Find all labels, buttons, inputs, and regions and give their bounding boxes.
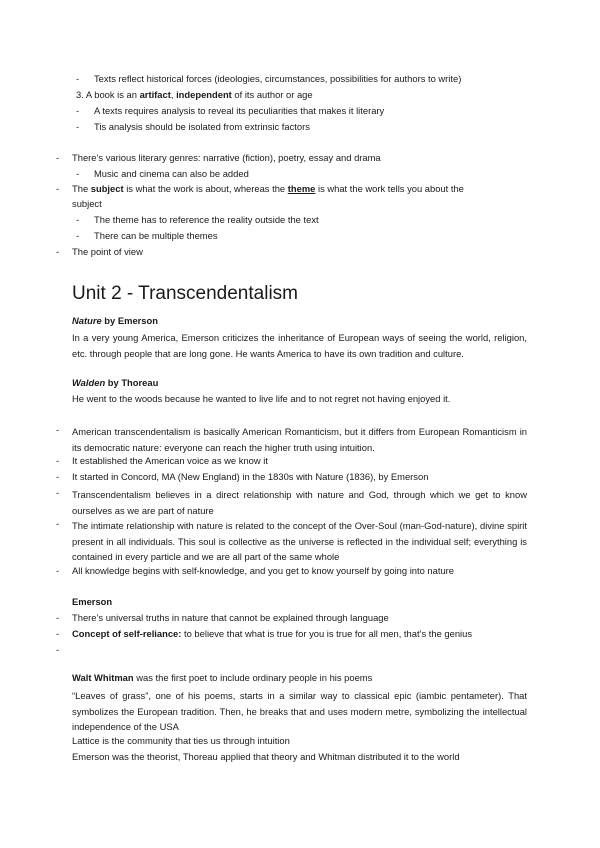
text-run: to believe that what is true for you is true for all men, that’s the genius (181, 628, 473, 639)
text-run: is what the work is about, whereas the (123, 183, 288, 194)
text-run: is what the work tells you about the (315, 183, 464, 194)
paragraph: “Leaves of grass”, one of his poems, starts in a similar way to classical epic (iambic pentameter). That symbolizes the European tradition. Then, he breaks that and uses modern metre, symbolizing the intellectual independence of the USA (72, 690, 527, 732)
list-dash: - (76, 214, 80, 225)
bold-term: subject (90, 183, 124, 194)
underlined-term: theme (287, 183, 316, 194)
text-run: The (72, 183, 91, 194)
book-title: Walden (72, 377, 106, 388)
list-dash: - (76, 105, 80, 116)
list-item: Texts reflect historical forces (ideologies, circumstances, possibilities for authors to write) (94, 73, 462, 84)
bold-term: Concept of self-reliance: (72, 628, 182, 639)
list-item: It established the American voice as we know it (72, 455, 268, 466)
list-item: It started in Concord, MA (New England) in the 1830s with Nature (1836), by Emerson (72, 471, 429, 482)
list-item (72, 628, 472, 640)
list-dash: - (56, 487, 60, 498)
paragraph: Lattice is the community that ties us through intuition (72, 735, 290, 746)
list-item: Tis analysis should be isolated from extrinsic factors (94, 121, 310, 132)
list-item: All knowledge begins with self-knowledge, and you get to know yourself by going into nature (72, 565, 455, 576)
list-item (72, 183, 464, 195)
section-heading (72, 315, 158, 327)
list-item: There’s universal truths in nature that cannot be explained through language (72, 612, 389, 623)
bold-term: Walt Whitman (72, 672, 134, 683)
list-dash: - (76, 230, 80, 241)
list-item: The point of view (72, 246, 143, 257)
list-item: The theme has to reference the reality outside the text (94, 214, 319, 225)
text-run: by Thoreau (105, 377, 159, 388)
text-run: 3. A book is an (76, 89, 140, 100)
list-dash: - (56, 424, 60, 435)
list-dash: - (56, 152, 60, 163)
list-item: Transcendentalism believes in a direct relationship with nature and God, through which we get to know ourselves as we are part of nature (72, 489, 527, 516)
bold-term: independent (176, 89, 232, 100)
text-run: , (170, 89, 177, 100)
list-dash: - (56, 183, 60, 194)
list-item: There’s various literary genres: narrative (fiction), poetry, essay and drama (72, 152, 381, 163)
text-run: of its author or age (231, 89, 313, 100)
unit-title: Unit 2 - Transcendentalism (72, 283, 298, 304)
list-dash: - (56, 471, 60, 482)
list-dash: - (56, 612, 60, 623)
list-item-continuation: subject (72, 198, 102, 209)
list-dash: - (56, 246, 60, 257)
text-run: was the first poet to include ordinary people in his poems (133, 672, 373, 683)
numbered-item (76, 89, 313, 101)
section-heading: Emerson (72, 596, 113, 607)
list-dash: - (76, 168, 80, 179)
book-title: Nature (72, 315, 102, 326)
list-dash: - (56, 518, 60, 529)
paragraph (72, 672, 372, 684)
paragraph: Emerson was the theorist, Thoreau applied that theory and Whitman distributed it to the world (72, 751, 460, 762)
paragraph: He went to the woods because he wanted to live life and to not regret not having enjoyed it. (72, 393, 451, 404)
list-dash: - (76, 73, 80, 84)
list-item: American transcendentalism is basically American Romanticism, but it differs from European Romanticism in its democratic nature: everyone can reach the higher truth using intuition. (72, 426, 527, 453)
text-run: by Emerson (101, 315, 158, 326)
list-dash: - (56, 455, 60, 466)
list-item: The intimate relationship with nature is related to the concept of the Over-Soul (man-God-nature), divine spirit present in all individuals. This soul is collective as the universe is reflected in the individual self; everything is contained in every particle and we are all part of the same whole (72, 520, 527, 562)
list-item: A texts requires analysis to reveal its peculiarities that makes it literary (94, 105, 385, 116)
list-dash: - (56, 644, 60, 655)
list-dash: - (56, 565, 60, 576)
list-item: Music and cinema can also be added (94, 168, 249, 179)
list-dash: - (56, 628, 60, 639)
list-dash: - (76, 121, 80, 132)
list-item: There can be multiple themes (94, 230, 218, 241)
paragraph: In a very young America, Emerson criticizes the inheritance of European ways of seeing the world, religion, etc. through people that are long gone. He wants America to have its own tradition and culture. (72, 332, 527, 359)
bold-term: artifact (139, 89, 171, 100)
section-heading (72, 377, 158, 389)
